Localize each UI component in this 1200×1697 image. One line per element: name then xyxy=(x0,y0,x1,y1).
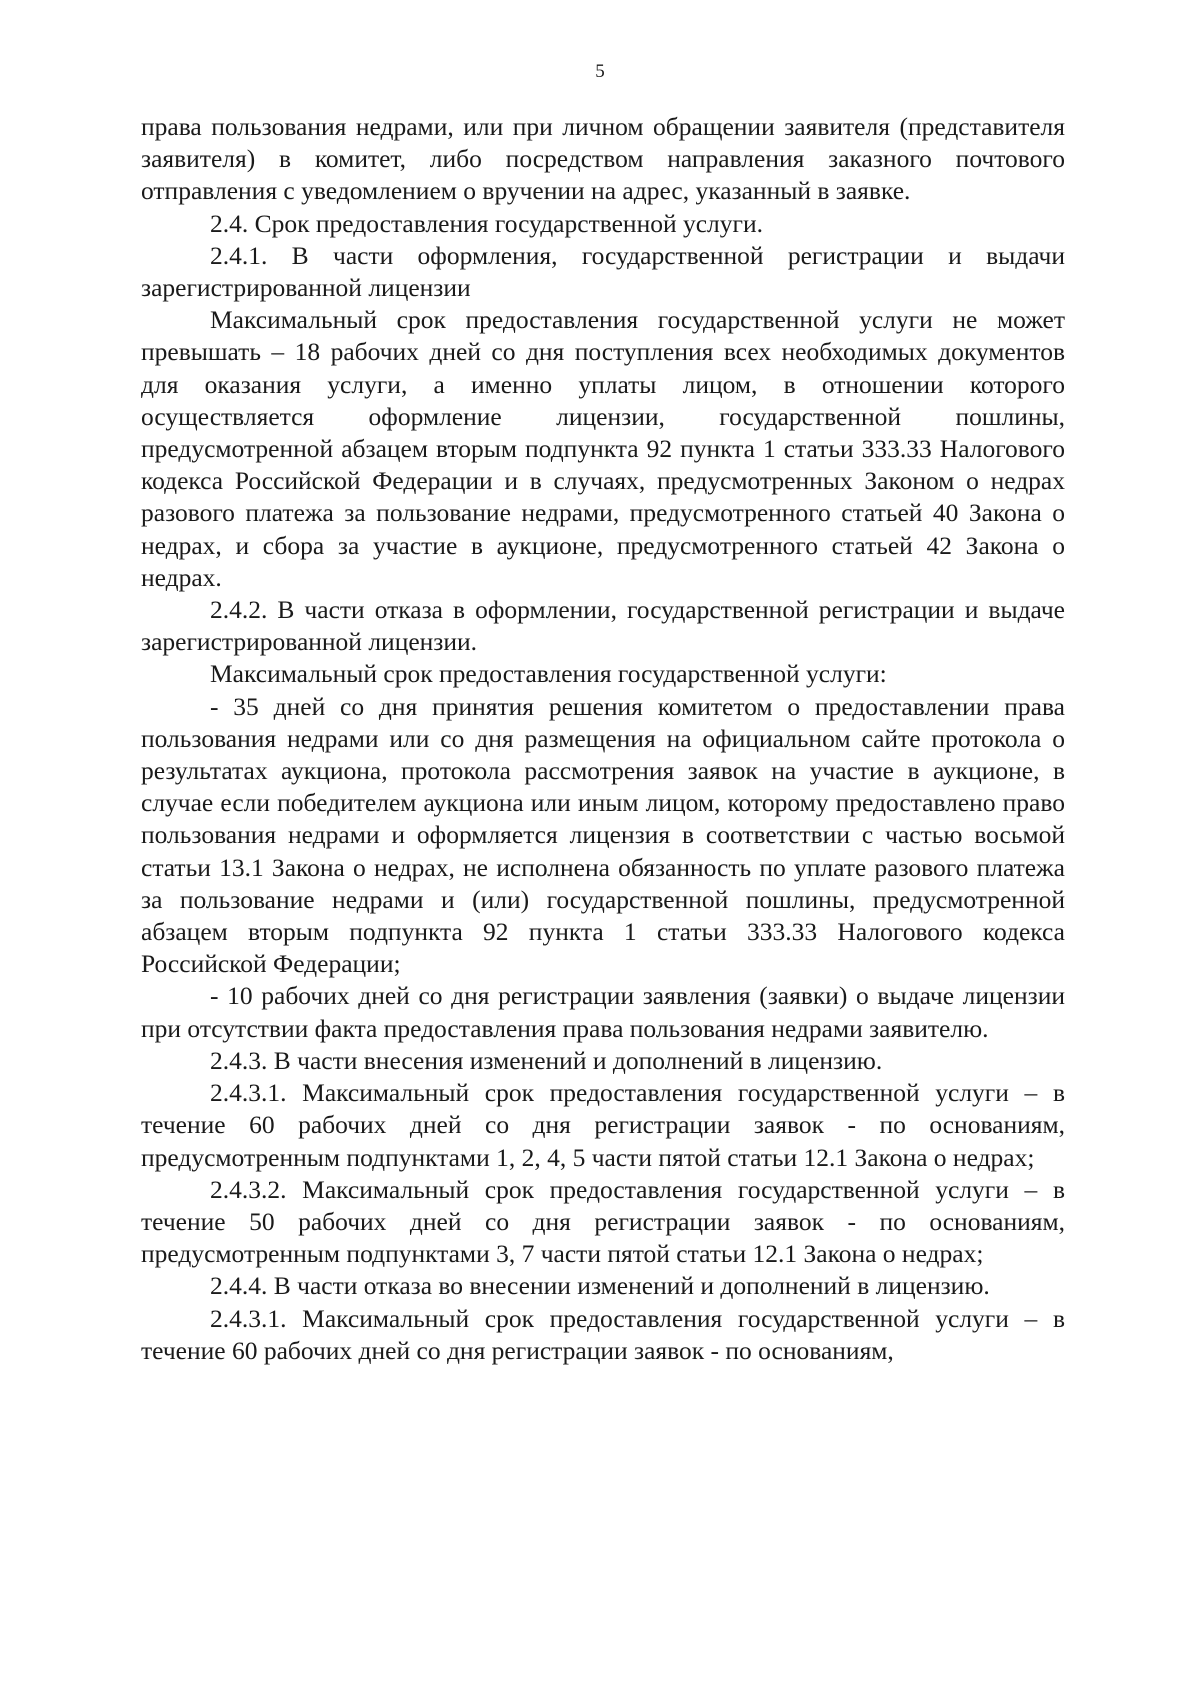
list-item-10-days: - 10 рабочих дней со дня регистрации заявления (заявки) о выдаче лицензии при отсутствии факта предоставления права пользования недрами заявителю. xyxy=(141,981,1065,1043)
paragraph-max-term-issuance: Максимальный срок предоставления государственной услуги не может превышать – 18 рабочих дней со дня поступления всех необходимых документов для оказания услуги, а именно уплаты лицом, в отношении которого осуществляется оформление лицензии, государственной пошлины, предусмотренной абзацем вторым подпункта 92 пункта 1 статьи 333.33 Налогового кодекса Российской Федерации и в случаях, предусмотренных Законом о недрах разового платежа за пользование недрами, предусмотренного статьей 40 Закона о недрах, и сбора за участие в аукционе, предусмотренного статьей 42 Закона о недрах. xyxy=(141,305,1065,592)
paragraph-max-term-intro: Максимальный срок предоставления государственной услуги: xyxy=(210,659,887,689)
paragraph-2-4-3-1: 2.4.3.1. Максимальный срок предоставления государственной услуги – в течение 60 рабочих дней со дня регистрации заявок - по основаниям, предусмотренным подпунктами 1, 2, 4, 5 части пятой статьи 12.1 Закона о недрах; xyxy=(141,1078,1065,1172)
paragraph-continuation: права пользования недрами, или при личном обращении заявителя (представителя заявителя) в комитет, либо посредством направления заказного почтового отправления с уведомлением о вручении на адрес, указанный в заявке. xyxy=(141,112,1065,206)
paragraph-2-4-3-1-repeat: 2.4.3.1. Максимальный срок предоставления государственной услуги – в течение 60 рабочих дней со дня регистрации заявок - по основаниям, xyxy=(141,1303,1065,1365)
section-heading-2-4-3: 2.4.3. В части внесения изменений и дополнений в лицензию. xyxy=(210,1045,883,1075)
list-item-35-days: - 35 дней со дня принятия решения комитетом о предоставлении права пользования недрами или со дня размещения на официальном сайте протокола о результатах аукциона, протокола рассмотрения заявок на участие в аукционе, в случае если победителем аукциона или иным лицом, которому предоставлено право пользования недрами и оформляется лицензия в соответствии с частью восьмой статьи 13.1 Закона о недрах, не исполнена обязанность по уплате разового платежа за пользование недрами и (или) государственной пошлины, предусмотренной абзацем вторым подпункта 92 пункта 1 статьи 333.33 Налогового кодекса Российской Федерации; xyxy=(141,691,1065,979)
section-heading-2-4-1: 2.4.1. В части оформления, государственной регистрации и выдачи зарегистрированной лицензии xyxy=(141,240,1065,303)
paragraph-2-4-3-2: 2.4.3.2. Максимальный срок предоставления государственной услуги – в течение 50 рабочих дней со дня регистрации заявок - по основаниям, предусмотренным подпунктами 3, 7 части пятой статьи 12.1 Закона о недрах; xyxy=(141,1174,1065,1269)
page-number: 5 xyxy=(595,61,605,82)
section-heading-2-4: 2.4. Срок предоставления государственной услуги. xyxy=(210,208,764,238)
document-body xyxy=(141,111,1065,1367)
section-heading-2-4-2: 2.4.2. В части отказа в оформлении, государственной регистрации и выдаче зарегистрированной лицензии. xyxy=(141,595,1065,657)
section-heading-2-4-4: 2.4.4. В части отказа во внесении изменений и дополнений в лицензию. xyxy=(210,1271,990,1301)
